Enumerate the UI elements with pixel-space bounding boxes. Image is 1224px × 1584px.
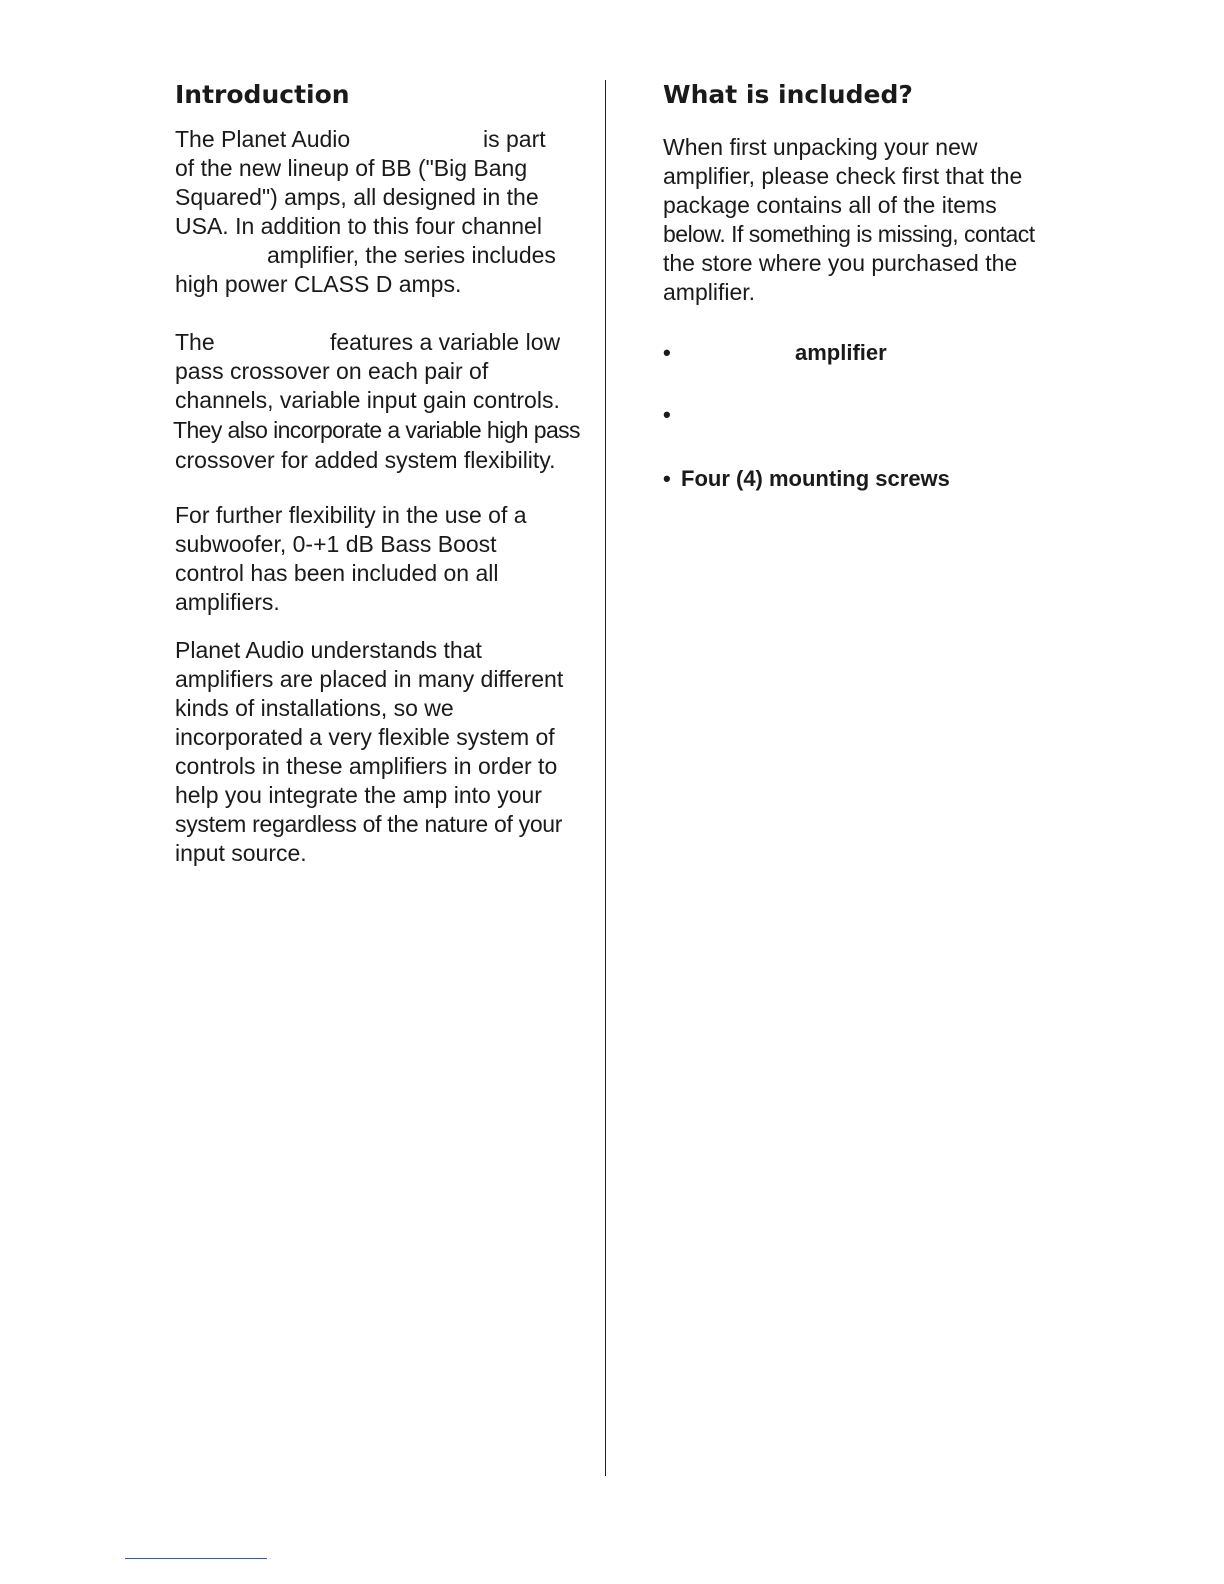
intro-p1-line: is part [483, 126, 546, 152]
intro-p1-line: high power CLASS D amps. [175, 271, 462, 297]
intro-p3-line: control has been included on all [175, 560, 499, 586]
intro-p3-line: For further flexibility in the use of a [175, 502, 527, 528]
column-divider [605, 80, 606, 1476]
intro-p3-line: amplifiers. [175, 589, 280, 615]
included-intro-line: amplifier, please check first that the [663, 163, 1023, 189]
included-intro-line: the store where you purchased the [663, 250, 1018, 276]
included-intro-line: package contains all of the items [663, 192, 997, 218]
intro-p2-line: They also incorporate a variable high pass [173, 417, 580, 443]
intro-p4-line: incorporated a very flexible system of [175, 724, 555, 750]
intro-p4-line: controls in these amplifiers in order to [175, 753, 558, 779]
footer-rule [125, 1558, 267, 1559]
bullet-icon: • [663, 402, 671, 427]
intro-p4-line: help you integrate the amp into your [175, 782, 542, 808]
included-intro-line: below. If something is missing, contact [663, 221, 1035, 247]
intro-p1-line: Squared") amps, all designed in the [175, 184, 539, 210]
intro-p2-line: crossover for added system flexibility. [175, 447, 556, 473]
intro-p4-line: input source. [175, 840, 307, 866]
whats-included-heading: What is included? [663, 80, 913, 109]
intro-p2-line: pass crossover on each pair of [175, 358, 489, 384]
list-item-text: Four (4) mounting screws [681, 466, 950, 491]
list-item-text: amplifier [795, 340, 887, 365]
bullet-icon: • [663, 340, 671, 365]
included-intro-line: When first unpacking your new [663, 134, 978, 160]
intro-p1-line: USA. In addition to this four channel [175, 213, 542, 239]
intro-p1-line: The Planet Audio [175, 126, 351, 152]
intro-p2-line: features a variable low [330, 329, 561, 355]
intro-p4-line: system regardless of the nature of your [175, 811, 563, 837]
intro-p4-line: Planet Audio understands that [175, 637, 482, 663]
intro-p4-line: amplifiers are placed in many different [175, 666, 564, 692]
intro-p3-line: subwoofer, 0-+1 dB Bass Boost [175, 531, 497, 557]
bullet-icon: • [663, 466, 671, 491]
intro-p2-line: channels, variable input gain controls. [175, 387, 560, 413]
introduction-heading: Introduction [175, 80, 350, 109]
intro-p4-line: kinds of installations, so we [175, 695, 454, 721]
intro-p1-line: amplifier, the series includes [267, 242, 556, 268]
intro-p2-line: The [175, 329, 215, 355]
intro-p1-line: of the new lineup of BB ("Big Bang [175, 155, 528, 181]
included-intro-line: amplifier. [663, 279, 756, 305]
